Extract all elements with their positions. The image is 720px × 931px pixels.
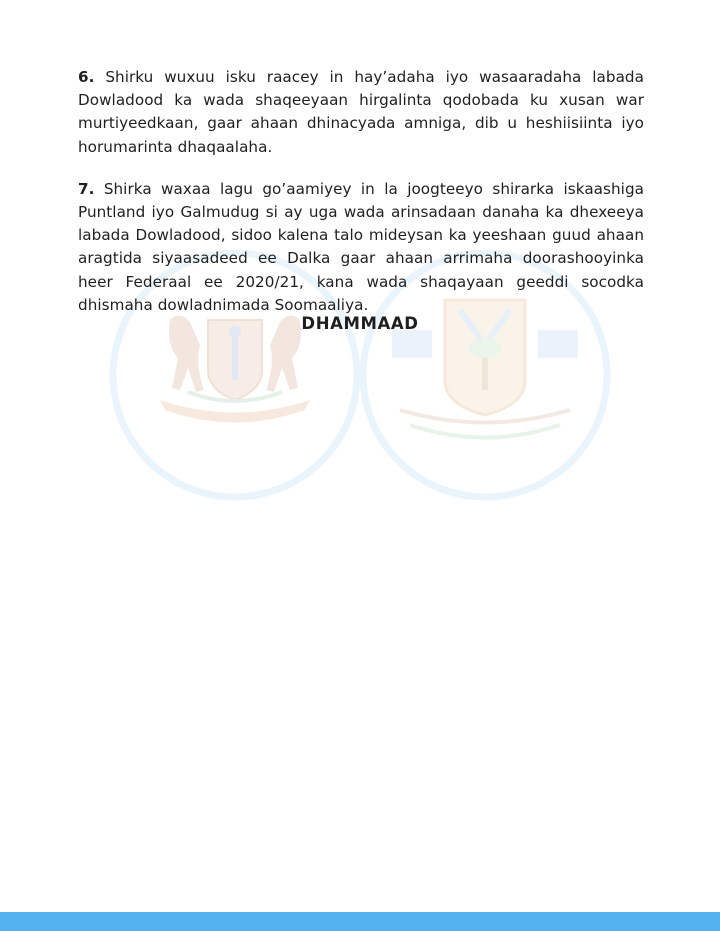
paragraph-text: Shirku wuxuu isku raacey in hay’adaha iyo wasaaradaha labada Dowladood ka wada shaqeeyaan hirgalinta qodobada ku xusan war murtiyeedkaan, gaar ahaan dhinacyada amniga, dib u heshiisiinta iyo horumarinta dhaqaalaha.	[78, 68, 644, 156]
paragraph-text: Shirka waxaa lagu go’aamiyey in la joogteeyo shirarka iskaashiga Puntland iyo Galmudug si ay uga wada arinsadaan danaha ka dhexeeya labada Dowladood, sidoo kalena talo mideysan ka yeeshaan guud ahaan aragtida siyaasadeed ee Dalka gaar ahaan arrimaha doorashooyinka heer Federaal ee 2020/21, kana wada shaqayaan geeddi socodka dhismaha dowladnimada Soomaaliya.	[78, 179, 644, 314]
closing-heading: DHAMMAAD	[301, 314, 419, 333]
footer-bar	[0, 912, 720, 931]
document-body	[78, 66, 644, 336]
paragraph-number: 6.	[78, 68, 95, 86]
paragraph-number: 7.	[78, 179, 95, 198]
paragraph-7	[78, 178, 644, 317]
paragraph-6	[78, 66, 644, 159]
